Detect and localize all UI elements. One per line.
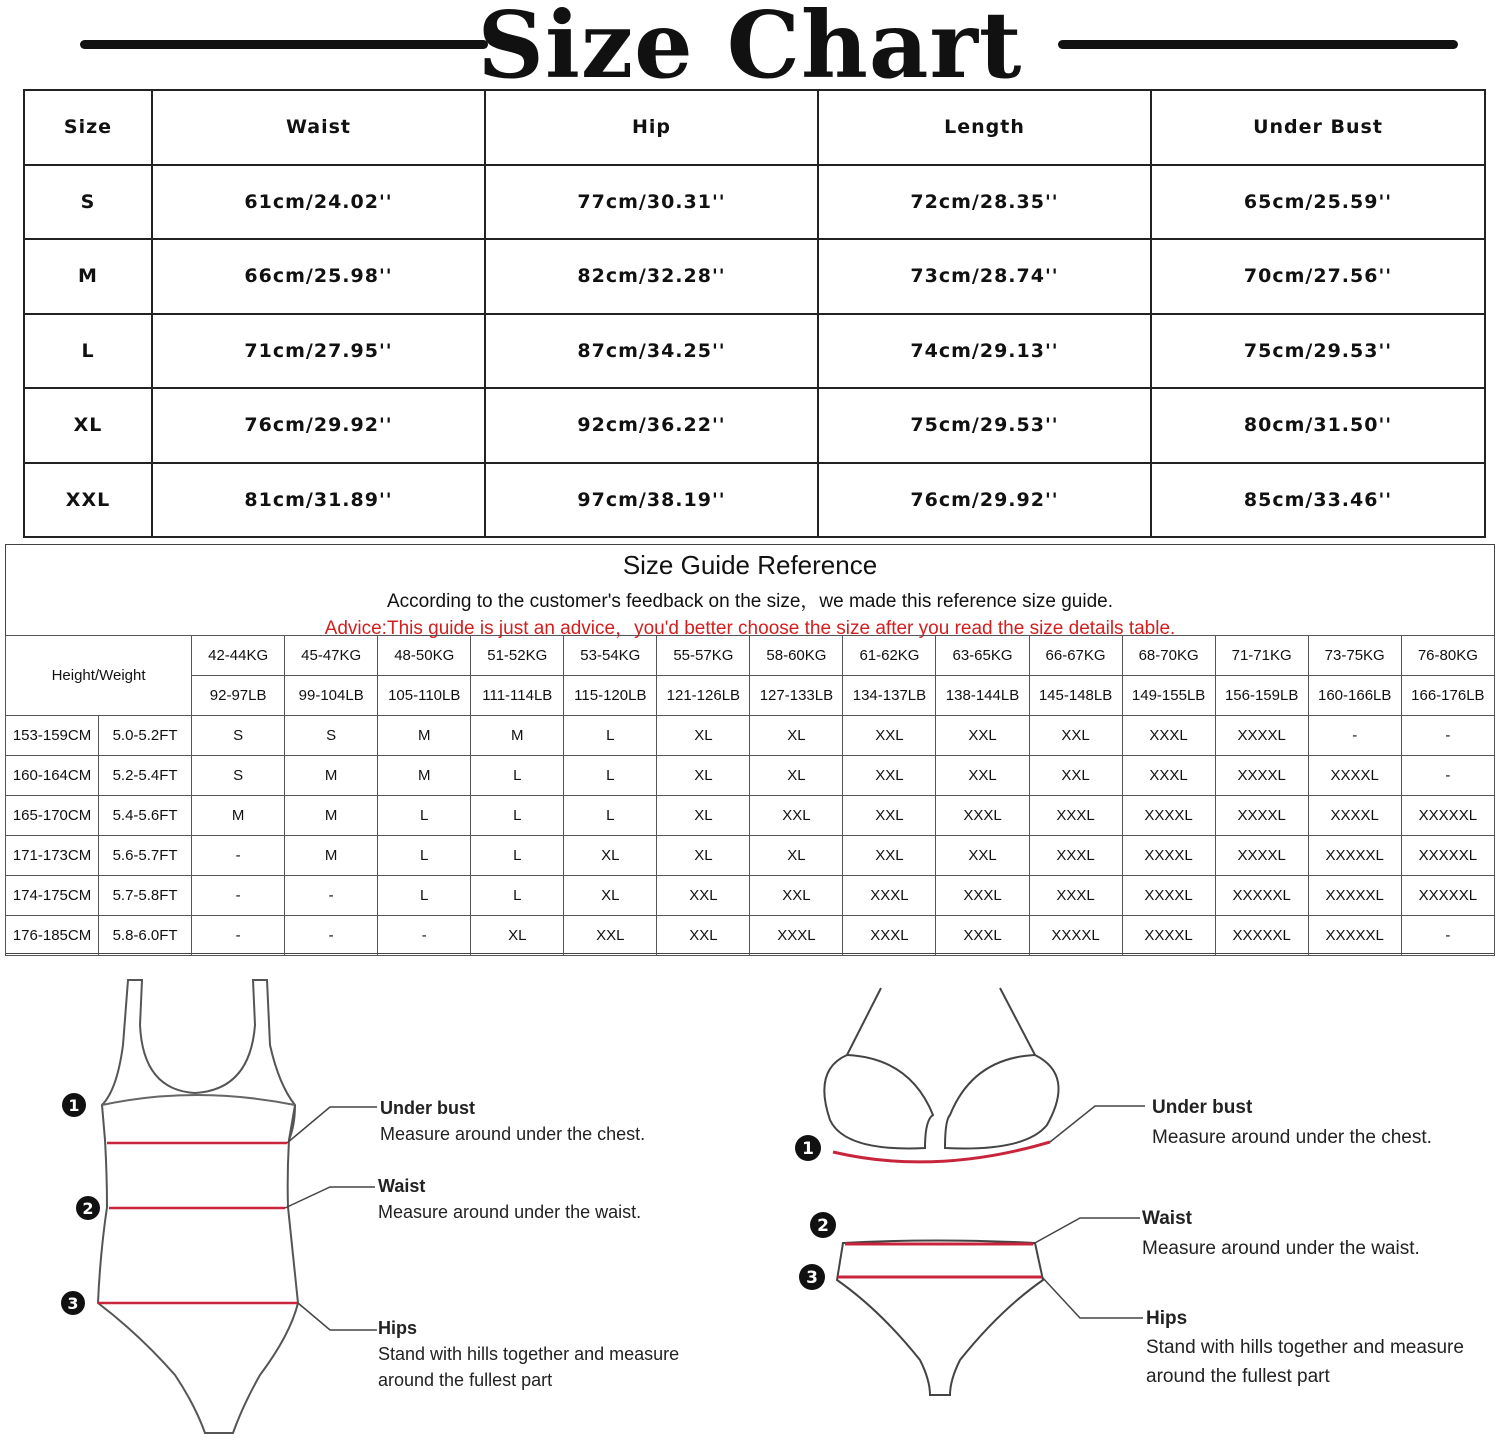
svg-text:2: 2 [817, 1216, 829, 1236]
size-guide-lb-cell: 111-114LB [471, 676, 564, 716]
size-guide-size-cell: XXL [657, 876, 750, 916]
size-guide-lb-cell: 160-166LB [1308, 676, 1401, 716]
size-chart-cell: L [24, 314, 152, 389]
size-guide-size-cell: XXL [843, 756, 936, 796]
svg-text:3: 3 [67, 1294, 79, 1313]
size-chart-table [23, 89, 1486, 538]
size-guide-row [6, 716, 1495, 756]
size-chart-header-cell: Waist [152, 90, 485, 165]
size-chart-cell: S [24, 165, 152, 240]
size-guide-size-cell: XXXL [1122, 756, 1215, 796]
size-guide-size-cell: XXXXL [1122, 836, 1215, 876]
size-guide-advice: Advice:This guide is just an advice，you'd better choose the size after you read the size details table. [324, 618, 1176, 639]
size-guide-lb-cell: 145-148LB [1029, 676, 1122, 716]
size-guide-size-cell: XXL [936, 756, 1029, 796]
size-guide-size-cell: - [285, 876, 378, 916]
under-bust-leader [287, 1107, 377, 1143]
bikini-waist-title: Waist [1142, 1208, 1192, 1229]
size-guide-size-cell: - [192, 876, 285, 916]
size-guide-lb-cell: 92-97LB [192, 676, 285, 716]
size-guide-kg-cell: 48-50KG [378, 636, 471, 676]
size-guide-size-cell: L [378, 876, 471, 916]
size-guide-height-ft: 5.6-5.7FT [99, 836, 192, 876]
size-guide-size-cell: XL [657, 796, 750, 836]
size-guide-height-cm: 176-185CM [6, 916, 99, 956]
size-guide-size-cell: XXXXL [1122, 876, 1215, 916]
size-chart-cell: 71cm/27.95'' [152, 314, 485, 389]
bikini-hips-desc-1: Stand with hills together and measure [1146, 1337, 1464, 1358]
size-chart-cell: XL [24, 388, 152, 463]
bikini-cup-right [945, 1055, 1059, 1149]
onepiece-waist-label [378, 1173, 641, 1225]
size-chart-cell: 81cm/31.89'' [152, 463, 485, 538]
size-guide-size-cell: - [1401, 716, 1494, 756]
size-guide-size-cell: XXXL [936, 916, 1029, 956]
marker-1 [62, 1093, 86, 1117]
size-guide-height-cm: 153-159CM [6, 716, 99, 756]
size-guide-row [6, 916, 1495, 956]
size-guide-lb-cell: 166-176LB [1401, 676, 1494, 716]
size-guide-kg-cell: 58-60KG [750, 636, 843, 676]
size-guide-height-ft: 5.2-5.4FT [99, 756, 192, 796]
size-guide-size-cell: XXXXL [1215, 756, 1308, 796]
bikini-bottom [837, 1241, 1043, 1396]
size-guide-height-ft: 5.4-5.6FT [99, 796, 192, 836]
size-guide-size-cell: - [285, 916, 378, 956]
size-guide-size-cell: L [564, 716, 657, 756]
size-guide-kg-cell: 55-57KG [657, 636, 750, 676]
size-guide-size-cell: XL [657, 836, 750, 876]
size-guide-size-cell: XXL [564, 916, 657, 956]
size-guide-lb-row [6, 676, 1495, 716]
size-guide-size-cell: XL [564, 836, 657, 876]
size-guide-size-cell: XXXXL [1308, 756, 1401, 796]
size-guide-size-cell: XXXL [936, 796, 1029, 836]
hips-title: Hips [378, 1318, 418, 1338]
size-guide-height-cm: 174-175CM [6, 876, 99, 916]
size-guide-kg-row [6, 636, 1495, 676]
size-chart-cell: 73cm/28.74'' [818, 239, 1151, 314]
size-guide-size-cell: XXXXXL [1308, 836, 1401, 876]
size-guide-size-cell: L [471, 756, 564, 796]
bikini-hips-title: Hips [1146, 1308, 1188, 1329]
size-guide-row [6, 876, 1495, 916]
size-guide-kg-cell: 53-54KG [564, 636, 657, 676]
size-guide-size-cell: XXXL [1029, 836, 1122, 876]
size-guide-size-cell: XXXXL [1308, 796, 1401, 836]
bikini-hips-label [1146, 1304, 1464, 1391]
size-guide-size-cell: XXXL [1029, 796, 1122, 836]
size-guide-size-cell: XXL [1029, 716, 1122, 756]
size-chart-header-cell: Length [818, 90, 1151, 165]
size-guide-corner: Height/Weight [6, 636, 192, 716]
size-guide-size-cell: XXL [1029, 756, 1122, 796]
size-guide [5, 544, 1495, 954]
size-guide-size-cell: XXXL [750, 916, 843, 956]
size-chart-cell: 70cm/27.56'' [1151, 239, 1485, 314]
page-title: Size Chart [477, 0, 1023, 99]
size-chart-cell: 76cm/29.92'' [152, 388, 485, 463]
size-chart-row [24, 239, 1485, 314]
size-guide-size-cell: XXL [843, 836, 936, 876]
bikini-cup-left [824, 1055, 933, 1148]
size-guide-lb-cell: 127-133LB [750, 676, 843, 716]
size-guide-kg-cell: 68-70KG [1122, 636, 1215, 676]
size-chart-cell: 97cm/38.19'' [485, 463, 818, 538]
waist-title: Waist [378, 1176, 426, 1196]
size-chart-cell: 92cm/36.22'' [485, 388, 818, 463]
bikini-marker-3 [799, 1264, 825, 1290]
size-guide-size-cell: XXL [936, 836, 1029, 876]
size-guide-size-cell: - [192, 916, 285, 956]
size-guide-lb-cell: 149-155LB [1122, 676, 1215, 716]
size-guide-size-cell: XXXXL [1215, 716, 1308, 756]
size-chart-header-cell: Size [24, 90, 152, 165]
size-guide-kg-cell: 63-65KG [936, 636, 1029, 676]
size-guide-size-cell: XL [750, 836, 843, 876]
size-chart-cell: 77cm/30.31'' [485, 165, 818, 240]
size-guide-size-cell: - [1401, 756, 1494, 796]
size-guide-size-cell: - [1308, 716, 1401, 756]
size-guide-size-cell: S [285, 716, 378, 756]
size-guide-lb-cell: 156-159LB [1215, 676, 1308, 716]
bikini-marker-1 [795, 1135, 821, 1161]
bikini-waist-leader [1033, 1218, 1140, 1244]
size-guide-kg-cell: 76-80KG [1401, 636, 1494, 676]
size-guide-kg-cell: 73-75KG [1308, 636, 1401, 676]
size-guide-size-cell: M [378, 716, 471, 756]
size-chart-row [24, 463, 1485, 538]
size-guide-row [6, 836, 1495, 876]
size-guide-size-cell: XL [471, 916, 564, 956]
size-guide-size-cell: XXXXXL [1401, 836, 1494, 876]
size-guide-lb-cell: 115-120LB [564, 676, 657, 716]
size-guide-height-ft: 5.8-6.0FT [99, 916, 192, 956]
size-guide-size-cell: XXXXL [1215, 796, 1308, 836]
size-chart-header-cell: Under Bust [1151, 90, 1485, 165]
size-guide-size-cell: XL [657, 756, 750, 796]
size-guide-size-cell: XL [750, 756, 843, 796]
size-chart-header-row [24, 90, 1485, 165]
size-guide-size-cell: M [285, 796, 378, 836]
bikini-waist-desc: Measure around under the waist. [1142, 1238, 1420, 1259]
bikini-under-bust-desc: Measure around under the chest. [1152, 1127, 1432, 1148]
size-chart-cell: 74cm/29.13'' [818, 314, 1151, 389]
size-guide-size-cell: XXL [936, 716, 1029, 756]
size-chart-row [24, 388, 1485, 463]
size-guide-size-cell: XXXXXL [1215, 916, 1308, 956]
size-guide-size-cell: XXXL [843, 916, 936, 956]
size-guide-size-cell: XXL [657, 916, 750, 956]
bikini-strap-right [1000, 988, 1035, 1055]
size-guide-size-cell: XXL [750, 796, 843, 836]
size-chart-row [24, 314, 1485, 389]
size-guide-title: Size Guide Reference [622, 550, 878, 580]
size-guide-size-cell: XXXXL [1029, 916, 1122, 956]
bikini-under-bust-title: Under bust [1152, 1097, 1253, 1118]
size-guide-kg-cell: 42-44KG [192, 636, 285, 676]
size-chart-cell: 76cm/29.92'' [818, 463, 1151, 538]
size-guide-size-cell: XXXXXL [1215, 876, 1308, 916]
size-guide-size-cell: - [378, 916, 471, 956]
size-guide-lb-cell: 105-110LB [378, 676, 471, 716]
size-guide-size-cell: XXXXXL [1401, 876, 1494, 916]
size-guide-size-cell: XL [657, 716, 750, 756]
waist-desc: Measure around under the waist. [378, 1202, 642, 1222]
size-guide-size-cell: S [192, 716, 285, 756]
size-guide-kg-cell: 66-67KG [1029, 636, 1122, 676]
size-chart-cell: XXL [24, 463, 152, 538]
bikini-marker-2 [810, 1212, 836, 1238]
size-guide-height-cm: 160-164CM [6, 756, 99, 796]
svg-text:1: 1 [802, 1139, 814, 1159]
size-guide-size-cell: XXXXL [1122, 796, 1215, 836]
waist-leader [285, 1187, 375, 1208]
size-guide-size-cell: - [192, 836, 285, 876]
size-guide-size-cell: XXXXXL [1308, 916, 1401, 956]
size-guide-kg-cell: 61-62KG [843, 636, 936, 676]
size-guide-size-cell: XL [564, 876, 657, 916]
under-bust-title: Under bust [380, 1098, 476, 1118]
size-guide-size-cell: M [378, 756, 471, 796]
size-guide-size-cell: M [285, 756, 378, 796]
marker-2 [76, 1196, 100, 1220]
size-guide-kg-cell: 51-52KG [471, 636, 564, 676]
title-banner [0, 0, 1500, 99]
size-guide-row [6, 796, 1495, 836]
marker-3 [61, 1291, 85, 1315]
size-guide-header [6, 545, 1494, 639]
size-guide-size-cell: XXL [843, 796, 936, 836]
size-guide-lb-cell: 121-126LB [657, 676, 750, 716]
size-chart-cell: 87cm/34.25'' [485, 314, 818, 389]
onepiece-hips-label [378, 1315, 679, 1393]
size-guide-size-cell: L [471, 836, 564, 876]
swimsuit-outline [98, 980, 298, 1433]
size-chart-cell: 72cm/28.35'' [818, 165, 1151, 240]
size-guide-intro: According to the customer's feedback on the size，we made this reference size guide. [386, 591, 1113, 612]
size-chart-cell: M [24, 239, 152, 314]
bikini-hips-leader [1042, 1277, 1143, 1318]
bikini-diagram [785, 980, 1145, 1410]
size-guide-lb-cell: 99-104LB [285, 676, 378, 716]
under-bust-desc: Measure around under the chest. [380, 1124, 646, 1144]
bikini-under-bust-label [1152, 1093, 1432, 1153]
bikini-strap-left [847, 988, 881, 1055]
size-guide-size-cell: M [192, 796, 285, 836]
size-chart-row [24, 165, 1485, 240]
bikini-waist-label [1142, 1204, 1420, 1264]
size-guide-height-ft: 5.0-5.2FT [99, 716, 192, 756]
bikini-hips-desc-2: around the fullest part [1146, 1366, 1330, 1387]
onepiece-under-bust-label [380, 1095, 645, 1147]
size-guide-size-cell: L [378, 796, 471, 836]
size-guide-kg-cell: 45-47KG [285, 636, 378, 676]
size-guide-size-cell: L [471, 876, 564, 916]
size-guide-size-cell: XXL [843, 716, 936, 756]
size-guide-table [5, 635, 1495, 956]
size-chart-cell: 75cm/29.53'' [1151, 314, 1485, 389]
size-guide-size-cell: M [471, 716, 564, 756]
size-guide-lb-cell: 134-137LB [843, 676, 936, 716]
hips-desc-2: around the fullest part [378, 1370, 553, 1390]
size-guide-size-cell: M [285, 836, 378, 876]
size-guide-size-cell: L [564, 756, 657, 796]
size-guide-size-cell: L [378, 836, 471, 876]
size-guide-height-cm: 171-173CM [6, 836, 99, 876]
size-chart-cell: 75cm/29.53'' [818, 388, 1151, 463]
size-guide-lb-cell: 138-144LB [936, 676, 1029, 716]
svg-text:2: 2 [82, 1199, 94, 1218]
size-guide-kg-cell: 71-71KG [1215, 636, 1308, 676]
size-chart-header-cell: Hip [485, 90, 818, 165]
size-guide-size-cell: XXXXXL [1401, 796, 1494, 836]
size-chart-cell: 85cm/33.46'' [1151, 463, 1485, 538]
size-guide-size-cell: XXL [750, 876, 843, 916]
size-chart-cell: 80cm/31.50'' [1151, 388, 1485, 463]
size-guide-height-ft: 5.7-5.8FT [99, 876, 192, 916]
size-guide-size-cell: XL [750, 716, 843, 756]
size-guide-size-cell: S [192, 756, 285, 796]
svg-text:1: 1 [68, 1096, 80, 1115]
hips-desc-1: Stand with hills together and measure [378, 1344, 680, 1364]
size-guide-size-cell: XXXL [1122, 716, 1215, 756]
size-guide-size-cell: XXXL [843, 876, 936, 916]
size-chart-cell: 61cm/24.02'' [152, 165, 485, 240]
size-guide-size-cell: L [471, 796, 564, 836]
size-guide-size-cell: XXXXL [1122, 916, 1215, 956]
size-guide-size-cell: XXXXXL [1308, 876, 1401, 916]
size-guide-size-cell: L [564, 796, 657, 836]
svg-text:3: 3 [806, 1268, 818, 1288]
size-guide-size-cell: - [1401, 916, 1494, 956]
size-guide-size-cell: XXXL [936, 876, 1029, 916]
size-guide-size-cell: XXXXL [1215, 836, 1308, 876]
size-chart-cell: 66cm/25.98'' [152, 239, 485, 314]
size-chart-cell: 82cm/32.28'' [485, 239, 818, 314]
hips-leader [298, 1303, 377, 1330]
size-guide-row [6, 756, 1495, 796]
size-guide-height-cm: 165-170CM [6, 796, 99, 836]
size-chart-cell: 65cm/25.59'' [1151, 165, 1485, 240]
bikini-under-bust-leader [1050, 1106, 1145, 1142]
size-guide-size-cell: XXXL [1029, 876, 1122, 916]
